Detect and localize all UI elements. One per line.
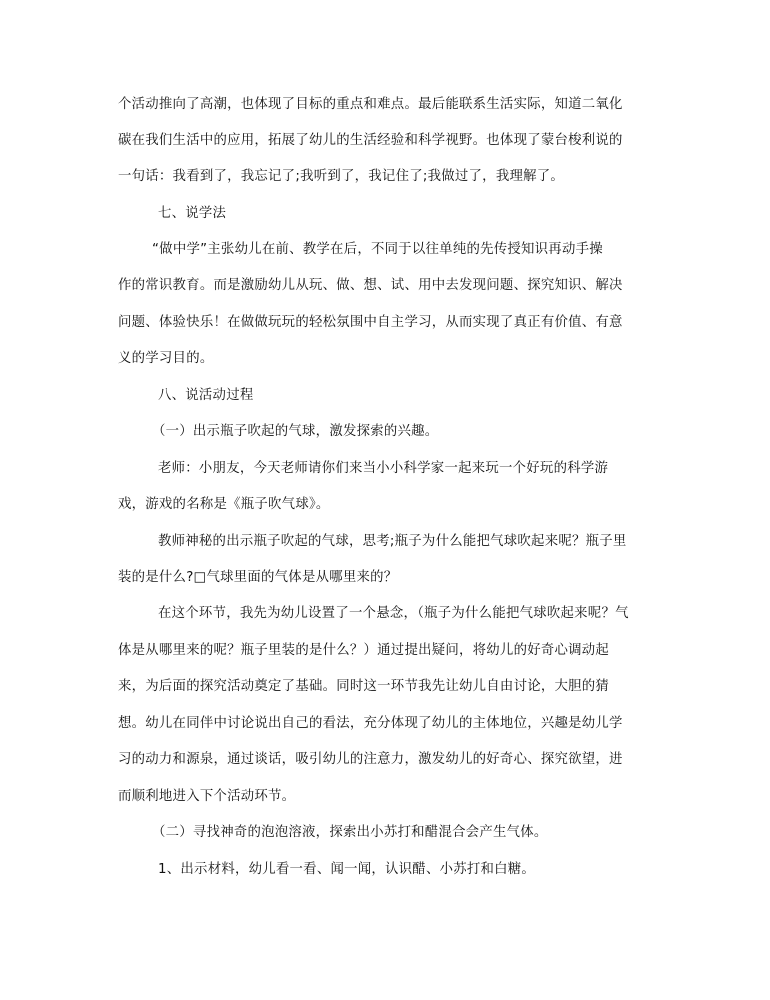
subsection-heading-1: （一）出示瓶子吹起的气球，激发探索的兴趣。 — [152, 424, 439, 439]
list-item-1: 1、出示材料，幼儿看一看、闻一闻，认识醋、小苏打和白糖。 — [158, 862, 536, 877]
paragraph-line: 习的动力和源泉，通过谈话，吸引幼儿的注意力，激发幼儿的好奇心、探究欲望，进 — [118, 752, 623, 767]
subsection-heading-2: （二）寻找神奇的泡泡溶液，探索出小苏打和醋混合会产生气体。 — [152, 825, 548, 840]
section-heading-activity-process: 八、说活动过程 — [158, 388, 254, 403]
paragraph-line: 来，为后面的探究活动奠定了基础。同时这一环节我先让幼儿自由讨论，大胆的猜 — [118, 679, 610, 694]
paragraph-line: 想。幼儿在同伴中讨论说出自己的看法，充分体现了幼儿的主体地位，兴趣是幼儿学 — [118, 716, 623, 731]
paragraph-line: 教师神秘的出示瓶子吹起的气球，思考;瓶子为什么能把气球吹起来呢？瓶子里 — [158, 534, 627, 549]
paragraph-line: 体是从哪里来的呢？瓶子里装的是什么？）通过提出疑问，将幼儿的好奇心调动起 — [118, 643, 610, 658]
paragraph-line: 碳在我们生活中的应用，拓展了幼儿的生活经验和科学视野。也体现了蒙台梭利说的 — [118, 133, 623, 148]
paragraph-line: 老师：小朋友，今天老师请你们来当小小科学家一起来玩一个好玩的科学游 — [158, 461, 609, 476]
section-heading-study-method: 七、说学法 — [158, 206, 227, 221]
paragraph-line: 一句话：我看到了，我忘记了;我听到了，我记住了;我做过了，我理解了。 — [118, 169, 565, 184]
paragraph-line: 问题、体验快乐！在做做玩玩的轻松氛围中自主学习，从而实现了真正有价值、有意 — [118, 315, 623, 330]
paragraph-line: “做中学”主张幼儿在前、教学在后，不同于以往单纯的先传授知识再动手操 — [152, 242, 603, 257]
paragraph-line: 而顺利地进入下个活动环节。 — [118, 789, 296, 804]
paragraph-line: 个活动推向了高潮，也体现了目标的重点和难点。最后能联系生活实际，知道二氧化 — [118, 97, 623, 112]
paragraph-line: 戏，游戏的名称是《瓶子吹气球》。 — [118, 497, 330, 512]
paragraph-line: 作的常识教育。而是激励幼儿从玩、做、想、试、用中去发现问题、探究知识、解决 — [118, 278, 623, 293]
paragraph-line: 在这个环节，我先为幼儿设置了一个悬念，（瓶子为什么能把气球吹起来呢？气 — [158, 606, 629, 621]
paragraph-line: 义的学习目的。 — [118, 351, 214, 366]
paragraph-line: 装的是什么?□气球里面的气体是从哪里来的？ — [118, 570, 398, 585]
